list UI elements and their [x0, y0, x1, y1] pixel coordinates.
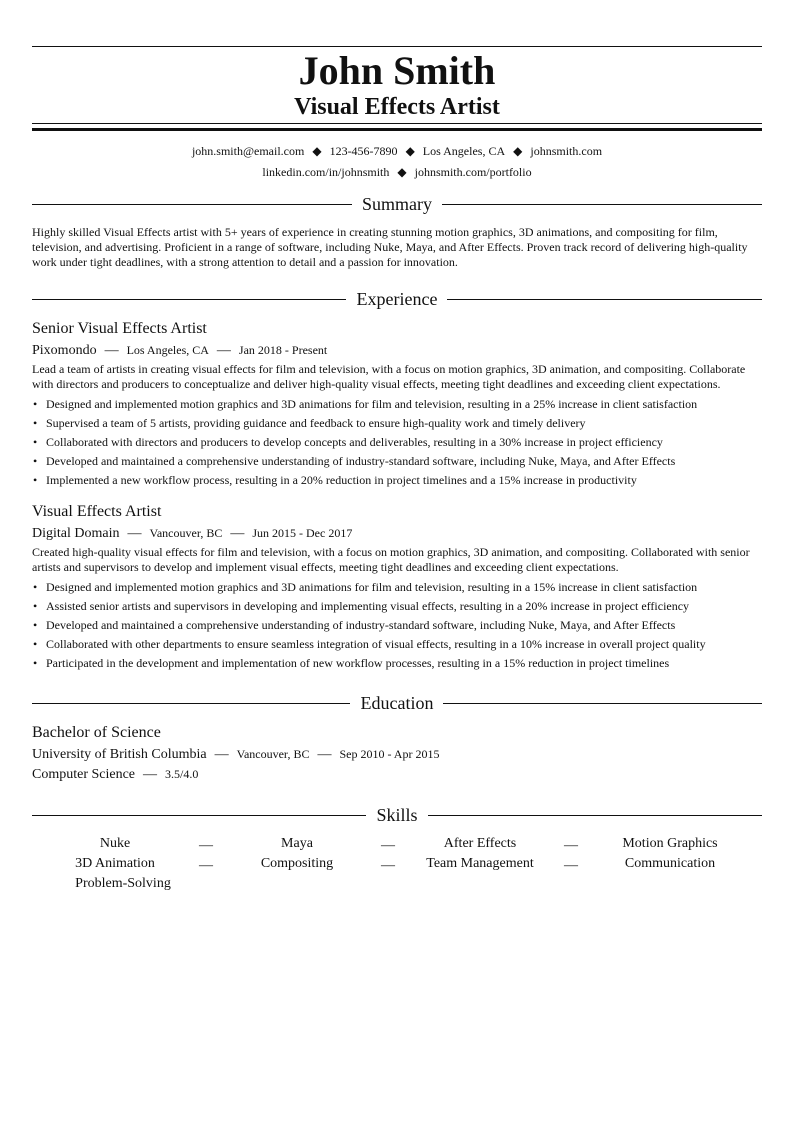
- education-field: [32, 765, 198, 784]
- bullet-icon: •: [33, 618, 38, 632]
- section-title-summary: Summary: [352, 194, 442, 214]
- candidate-title: Visual Effects Artist: [294, 94, 500, 120]
- section-heading-experience: [32, 288, 762, 312]
- job-dates: Jun 2015 - Dec 2017: [252, 526, 353, 540]
- skill-row: [32, 854, 762, 874]
- bullet-icon: •: [33, 397, 38, 411]
- contact-location: Los Angeles, CA: [422, 144, 506, 158]
- contact-linkedin[interactable]: linkedin.com/in/johnsmith: [262, 165, 390, 179]
- contact-email[interactable]: john.smith@email.com: [191, 144, 305, 158]
- list-item: • Designed and implemented motion graphics and 3D animations for film and television, resulting in a 25% increase in client satisfaction: [32, 395, 757, 414]
- bullet-icon: •: [33, 656, 38, 670]
- job-location: Vancouver, BC: [149, 526, 223, 540]
- list-item: • Developed and maintained a comprehensive understanding of industry-standard software, including Nuke, Maya, and After Effects: [32, 452, 757, 471]
- diamond-separator-icon: ◆: [513, 144, 523, 158]
- field-of-study: Computer Science: [32, 767, 136, 782]
- skill-item: Problem-Solving: [75, 876, 171, 891]
- contact-line-1: [32, 143, 762, 159]
- job-bullet-list: [32, 578, 757, 673]
- skill-item: After Effects: [443, 836, 517, 851]
- gpa: 3.5/4.0: [165, 767, 199, 781]
- section-heading-skills: [32, 804, 762, 828]
- list-item: • Collaborated with other departments to ensure seamless integration of visual effects, resulting in a 10% increase in overall project quality: [32, 635, 757, 654]
- candidate-name: John Smith: [298, 48, 496, 93]
- contact-phone[interactable]: 123-456-7890: [329, 144, 398, 158]
- dash-separator: —: [104, 343, 119, 358]
- skill-item: Team Management: [426, 856, 534, 871]
- list-item: • Implemented a new workflow process, resulting in a 20% reduction in project timelines and a 15% increase in productivity: [32, 471, 757, 490]
- job-dates: Jan 2018 - Present: [238, 343, 328, 357]
- contact-portfolio[interactable]: johnsmith.com/portfolio: [414, 165, 532, 179]
- bullet-icon: •: [33, 416, 38, 430]
- job-description: Lead a team of artists in creating visual effects for film and television, with a focus on motion graphics, 3D animation, and compositing. Collaborate with directors and producers to conceptualize and deliver high-quality visual effects, meeting tight deadlines and exceeding client expectations.: [32, 362, 746, 391]
- education-dates: Sep 2010 - Apr 2015: [339, 747, 440, 761]
- bullet-icon: •: [33, 599, 38, 613]
- dash-separator: —: [564, 858, 578, 873]
- section-title-education: Education: [351, 693, 444, 713]
- job-title: Senior Visual Effects Artist: [32, 320, 207, 337]
- skill-item: Compositing: [260, 856, 334, 871]
- contact-website[interactable]: johnsmith.com: [530, 144, 603, 158]
- section-heading-summary: [32, 193, 762, 217]
- bullet-icon: •: [33, 637, 38, 651]
- school-location: Vancouver, BC: [236, 747, 310, 761]
- skill-item: Nuke: [99, 836, 131, 851]
- skills-grid: [32, 834, 762, 894]
- job-company: Digital Domain: [32, 526, 120, 541]
- bullet-icon: •: [33, 580, 38, 594]
- diamond-separator-icon: ◆: [397, 165, 407, 179]
- section-title-skills: Skills: [366, 805, 427, 825]
- diamond-separator-icon: ◆: [312, 144, 322, 158]
- job-meta: [32, 524, 352, 543]
- dash-separator: —: [564, 838, 578, 853]
- contact-line-2: [32, 164, 762, 180]
- dash-separator: —: [199, 858, 213, 873]
- job-meta: [32, 341, 327, 360]
- education-meta: [32, 745, 439, 764]
- skill-item: 3D Animation: [75, 856, 155, 871]
- dash-separator: —: [199, 838, 213, 853]
- header-rule-thick: [32, 128, 762, 131]
- list-item: • Assisted senior artists and supervisors in developing and implementing visual effects, resulting in a 20% increase in project efficiency: [32, 597, 757, 616]
- dash-separator: —: [216, 343, 231, 358]
- bullet-icon: •: [33, 473, 38, 487]
- job-bullet-list: [32, 395, 757, 490]
- list-item: • Designed and implemented motion graphics and 3D animations for film and television, resulting in a 15% increase in client satisfaction: [32, 578, 757, 597]
- list-item: • Supervised a team of 5 artists, providing guidance and feedback to ensure high-quality work and timely delivery: [32, 414, 757, 433]
- list-item: • Participated in the development and implementation of new workflow processes, resulting in a 15% reduction in project timelines: [32, 654, 757, 673]
- summary-text: Highly skilled Visual Effects artist with 5+ years of experience in creating stunning motion graphics, 3D animations, and compositing for film, television, and advertising. Proficient in a range of software, including Nuke, Maya, and After Effects. Proven track record of delivering high-quality work under tight deadlines, with a strong attention to detail and a passion for innovation.: [32, 225, 748, 269]
- job-location: Los Angeles, CA: [126, 343, 209, 357]
- skill-row: [32, 834, 762, 854]
- skill-item: Motion Graphics: [622, 836, 718, 851]
- job-title: Visual Effects Artist: [32, 503, 162, 520]
- skill-item: Maya: [281, 836, 313, 851]
- section-title-experience: Experience: [347, 289, 448, 309]
- degree-title: Bachelor of Science: [32, 724, 161, 741]
- dash-separator: —: [381, 858, 395, 873]
- dash-separator: —: [230, 526, 245, 541]
- skill-row: [32, 874, 762, 894]
- job-company: Pixomondo: [32, 343, 97, 358]
- list-item: • Collaborated with directors and producers to develop concepts and deliverables, resulting in a 30% increase in project efficiency: [32, 433, 757, 452]
- dash-separator: —: [381, 838, 395, 853]
- dash-separator: —: [317, 747, 332, 762]
- skill-item: Communication: [624, 856, 716, 871]
- dash-separator: —: [143, 767, 158, 782]
- diamond-separator-icon: ◆: [405, 144, 415, 158]
- bullet-icon: •: [33, 435, 38, 449]
- job-description: Created high-quality visual effects for film and television, with a focus on motion graphics, 3D animation, and compositing. Collaborated with senior artists and supervisors to develop and implement visual effects, meeting tight deadlines and exceeding client expectations.: [32, 545, 750, 574]
- header-rule-thin: [32, 123, 762, 124]
- school-name: University of British Columbia: [32, 747, 207, 762]
- dash-separator: —: [127, 526, 142, 541]
- bullet-icon: •: [33, 454, 38, 468]
- list-item: • Developed and maintained a comprehensive understanding of industry-standard software, including Nuke, Maya, and After Effects: [32, 616, 757, 635]
- dash-separator: —: [214, 747, 229, 762]
- section-heading-education: [32, 692, 762, 716]
